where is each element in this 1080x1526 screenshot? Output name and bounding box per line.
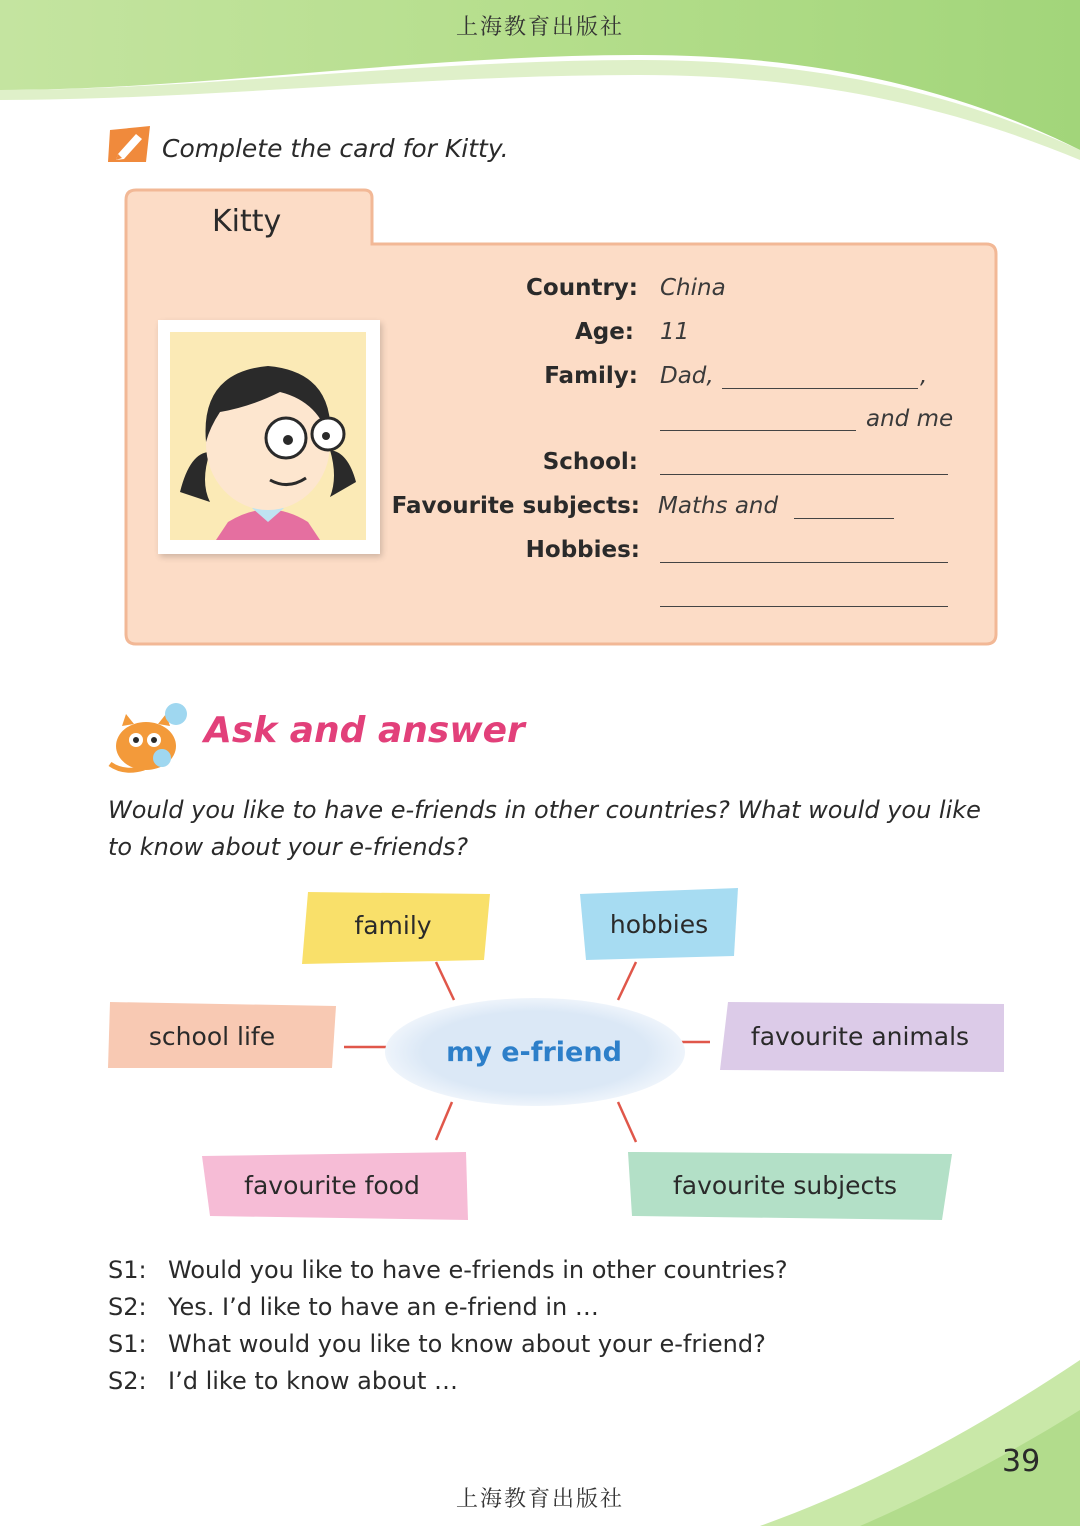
tag-school-life: school life <box>148 1021 276 1051</box>
instruction-text: Complete the card for Kitty. <box>162 134 509 163</box>
tag-family: family <box>354 910 432 940</box>
family-comma: , <box>920 363 928 389</box>
dialogue-line-2 <box>108 1293 599 1321</box>
country-label: Country: <box>526 275 638 301</box>
speaker: S1: <box>108 1330 147 1358</box>
ask-question: Would you like to have e-friends in other countries? What would you like to know about your e-friends? <box>108 796 981 861</box>
tag-favourite-food: favourite food <box>244 1170 420 1200</box>
dialogue-text: Yes. I’d like to have an e-friend in … <box>168 1293 599 1321</box>
dialogue-text: Would you like to have e-friends in other countries? <box>168 1256 788 1284</box>
ask-and-answer-title: Ask and answer <box>204 710 525 751</box>
dialogue-text: What would you like to know about your e-friend? <box>168 1330 766 1358</box>
dialogue-text: I’d like to know about … <box>168 1367 458 1395</box>
age-label: Age: <box>574 319 634 345</box>
dialogue-line-4 <box>108 1367 458 1395</box>
school-label: School: <box>542 449 638 475</box>
tag-hobbies: hobbies <box>609 909 709 939</box>
card-name: Kitty <box>212 204 282 239</box>
publisher-footer: 上海教育出版社 <box>455 1487 624 1512</box>
dialogue-line-3 <box>108 1330 766 1358</box>
mindmap-center: my e-friend <box>446 1036 622 1068</box>
age-value: 11 <box>660 319 690 345</box>
country-value: China <box>660 275 726 301</box>
family-label: Family: <box>544 363 638 389</box>
subjects-label: Favourite subjects: <box>391 493 640 519</box>
speaker: S2: <box>108 1367 147 1395</box>
subjects-value: Maths and <box>658 493 779 519</box>
speaker: S2: <box>108 1293 147 1321</box>
family-value: Dad, <box>660 363 714 389</box>
hobbies-label: Hobbies: <box>525 537 640 563</box>
publisher-header: 上海教育出版社 <box>455 15 624 40</box>
dialogue-line-1 <box>108 1256 788 1284</box>
page-number: 39 <box>1002 1444 1041 1479</box>
family-end: and me <box>866 406 954 432</box>
tag-favourite-animals: favourite animals <box>750 1021 970 1051</box>
tag-favourite-subjects: favourite subjects <box>672 1170 898 1200</box>
speaker: S1: <box>108 1256 147 1284</box>
